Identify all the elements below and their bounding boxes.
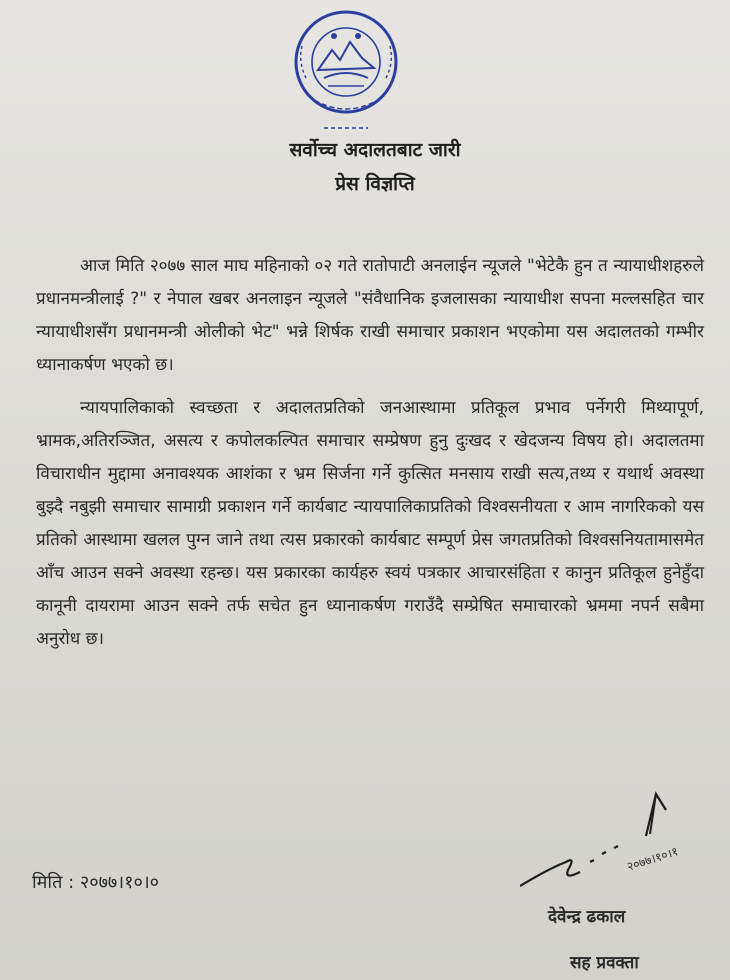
document-body bbox=[36, 250, 704, 666]
signer-role: सह प्रवक्ता bbox=[570, 953, 639, 973]
supreme-court-seal-icon bbox=[288, 6, 404, 138]
body-paragraph: आज मिति २०७७ साल माघ महिनाको ०२ गते रातोपाटी अनलाईन न्यूजले "भेटेकै हुन त न्यायाधीशहरुले प्रधानमन्त्रीलाई ?" र नेपाल खबर अनलाइन न्यूजले "संवैधानिक इजलासका न्यायाधीश सपना मल्लसहित चार न्यायाधीशसँग प्रधानमन्त्री ओलीको भेट" भन्ने शिर्षक राखी समाचार प्रकाशन भएकोमा यस अदालतको गम्भीर ध्यानाकर्षण भएको छ। bbox=[36, 256, 704, 375]
document-title: सर्वोच्च अदालतबाट जारी bbox=[289, 139, 461, 161]
body-paragraph: न्यायपालिकाको स्वच्छता र अदालतप्रतिको जनआस्थामा प्रतिकूल प्रभाव पर्नेगरी मिथ्यापूर्ण, भ्रामक,अतिरञ्जित, असत्य र कपोलकल्पित समाचार सम्प्रेषण हुनु दुःखद र खेदजन्य विषय हो। अदालतमा विचाराधीन मुद्दामा अनावश्यक आशंका र भ्रम सिर्जना गर्ने कुत्सित मनसाय राखी सत्य,तथ्य र यथार्थ अवस्था बुझ्दै नबुझी समाचार सामाग्री प्रकाशन गर्ने कार्यबाट न्यायपालिकाप्रतिको विश्वसनीयता र आम नागरिकको यस प्रतिको आस्थामा खलल पुग्न जाने तथा त्यस प्रकारको कार्यबाट सम्पूर्ण प्रेस जगतप्रतिको विश्वसनियतामासमेत आँच आउन सक्ने अवस्था रहन्छ। यस प्रकारका कार्यहरु स्वयं पत्रकार आचारसंहिता र कानुन प्रतिकूल हुनेहुँदा कानूनी दायरामा आउन सक्ने तर्फ सचेत हुन ध्यानाकर्षण गराउँदै सम्प्रेषित समाचारको भ्रममा नपर्न सबैमा अनुरोध छ। bbox=[36, 398, 704, 649]
signer-name: देवेन्द्र ढकाल bbox=[548, 907, 626, 927]
signature-date: २०७७।१०।१ bbox=[625, 844, 680, 874]
issue-date: मिति : २०७७।१०।० bbox=[32, 872, 160, 893]
handwritten-signature-icon bbox=[520, 790, 720, 890]
document-subtitle: प्रेस विज्ञप्ति bbox=[335, 173, 415, 195]
